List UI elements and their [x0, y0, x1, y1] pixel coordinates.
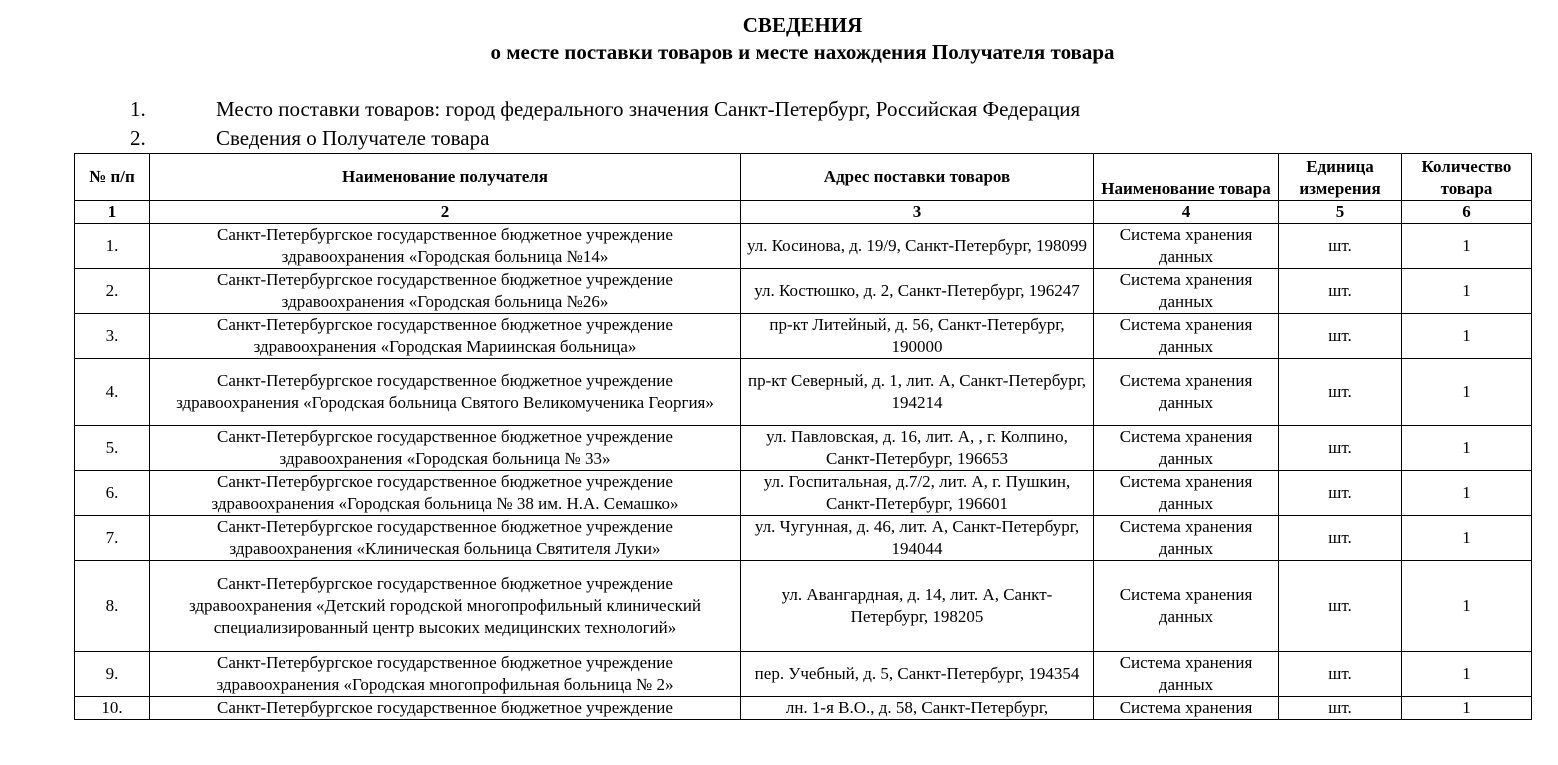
- unit-cell: шт.: [1279, 471, 1402, 516]
- quantity-cell: 1: [1402, 471, 1532, 516]
- address-cell: ул. Госпитальная, д.7/2, лит. А, г. Пушкин, Санкт-Петербург, 196601: [741, 471, 1094, 516]
- row-number-cell: 3.: [75, 314, 150, 359]
- table-row: [75, 697, 1532, 720]
- column-number-row: [75, 201, 1532, 224]
- quantity-cell: 1: [1402, 359, 1532, 426]
- product-cell: [1094, 697, 1279, 720]
- row-number-cell: 9.: [75, 652, 150, 697]
- column-number: 1: [75, 201, 150, 224]
- address-cell: ул. Авангардная, д. 14, лит. А, Санкт-Петербург, 198205: [741, 561, 1094, 652]
- table-row: [75, 426, 1532, 471]
- quantity-cell: [1402, 697, 1532, 720]
- product-cell: Система хранения данных: [1094, 314, 1279, 359]
- address-cell: пр-кт Северный, д. 1, лит. А, Санкт-Петербург, 194214: [741, 359, 1094, 426]
- row-number-cell: 5.: [75, 426, 150, 471]
- product-cell: Система хранения данных: [1094, 516, 1279, 561]
- column-number: 2: [150, 201, 741, 224]
- table-row: [75, 314, 1532, 359]
- address-cell: ул. Косинова, д. 19/9, Санкт-Петербург, 198099: [741, 224, 1094, 269]
- address-cell: ул. Павловская, д. 16, лит. А, , г. Колпино, Санкт-Петербург, 196653: [741, 426, 1094, 471]
- unit-cell: шт.: [1279, 561, 1402, 652]
- address-cell: ул. Чугунная, д. 46, лит. А, Санкт-Петербург, 194044: [741, 516, 1094, 561]
- column-header-quantity: Количество товара: [1402, 154, 1532, 201]
- row-number-cell: 1.: [75, 224, 150, 269]
- column-number: 6: [1402, 201, 1532, 224]
- table-row: [75, 224, 1532, 269]
- recipient-cell: Санкт-Петербургское государственное бюджетное учреждение здравоохранения «Городская больница №26»: [150, 269, 741, 314]
- quantity-text: 1: [1462, 698, 1471, 717]
- document-title: СВЕДЕНИЯ: [742, 13, 863, 37]
- recipient-text: Санкт-Петербургское государственное бюджетное учреждение: [217, 698, 673, 717]
- product-cell: Система хранения данных: [1094, 359, 1279, 426]
- unit-cell: шт.: [1279, 426, 1402, 471]
- row-number-cell: 6.: [75, 471, 150, 516]
- quantity-cell: 1: [1402, 224, 1532, 269]
- recipient-cell: Санкт-Петербургское государственное бюджетное учреждение здравоохранения «Городская Мариинская больница»: [150, 314, 741, 359]
- quantity-cell: 1: [1402, 561, 1532, 652]
- unit-cell: шт.: [1279, 314, 1402, 359]
- recipient-cell: Санкт-Петербургское государственное бюджетное учреждение здравоохранения «Городская больница № 33»: [150, 426, 741, 471]
- quantity-cell: 1: [1402, 269, 1532, 314]
- table-row: [75, 652, 1532, 697]
- row-number-cell: 2.: [75, 269, 150, 314]
- row-number-cell: [75, 697, 150, 720]
- table-row: [75, 516, 1532, 561]
- product-cell: Система хранения данных: [1094, 269, 1279, 314]
- row-number-text: 10.: [101, 698, 123, 717]
- quantity-cell: 1: [1402, 652, 1532, 697]
- column-header-number: № п/п: [75, 154, 150, 201]
- product-cell: Система хранения данных: [1094, 224, 1279, 269]
- table-header-row: [75, 154, 1532, 201]
- unit-cell: шт.: [1279, 359, 1402, 426]
- unit-cell: шт.: [1279, 652, 1402, 697]
- recipient-cell: Санкт-Петербургское государственное бюджетное учреждение здравоохранения «Городская больница Святого Великомученика Георгия»: [150, 359, 741, 426]
- recipient-cell: Санкт-Петербургское государственное бюджетное учреждение здравоохранения «Клиническая больница Святителя Луки»: [150, 516, 741, 561]
- recipient-cell: [150, 697, 741, 720]
- quantity-cell: 1: [1402, 426, 1532, 471]
- column-number: 4: [1094, 201, 1279, 224]
- list-item-number: 2.: [130, 126, 146, 150]
- address-cell: пр-кт Литейный, д. 56, Санкт-Петербург, 190000: [741, 314, 1094, 359]
- document-subtitle: о месте поставки товаров и месте нахождения Получателя товара: [490, 40, 1115, 64]
- unit-cell: шт.: [1279, 516, 1402, 561]
- recipient-cell: Санкт-Петербургское государственное бюджетное учреждение здравоохранения «Городская больница №14»: [150, 224, 741, 269]
- address-text: лн. 1-я В.О., д. 58, Санкт-Петербург,: [785, 698, 1049, 717]
- row-number-cell: 4.: [75, 359, 150, 426]
- recipient-cell: Санкт-Петербургское государственное бюджетное учреждение здравоохранения «Городская больница № 38 им. Н.А. Семашко»: [150, 471, 741, 516]
- row-number-cell: 7.: [75, 516, 150, 561]
- table-row: [75, 269, 1532, 314]
- recipient-cell: Санкт-Петербургское государственное бюджетное учреждение здравоохранения «Детский городской многопрофильный клинический специализированный центр высоких медицинских технологий»: [150, 561, 741, 652]
- quantity-cell: 1: [1402, 516, 1532, 561]
- unit-text: шт.: [1328, 698, 1352, 717]
- quantity-cell: 1: [1402, 314, 1532, 359]
- table-row: [75, 471, 1532, 516]
- recipient-cell: Санкт-Петербургское государственное бюджетное учреждение здравоохранения «Городская многопрофильная больница № 2»: [150, 652, 741, 697]
- product-cell: Система хранения данных: [1094, 652, 1279, 697]
- column-header-unit: Единица измерения: [1279, 154, 1402, 201]
- column-header-address: Адрес поставки товаров: [741, 154, 1094, 201]
- list-item-text: Сведения о Получателе товара: [216, 126, 490, 150]
- table-row: [75, 359, 1532, 426]
- table-row: [75, 561, 1532, 652]
- column-number: 5: [1279, 201, 1402, 224]
- column-number: 3: [741, 201, 1094, 224]
- product-cell: Система хранения данных: [1094, 426, 1279, 471]
- list-item-text: Место поставки товаров: город федерального значения Санкт-Петербург, Российская Федерация: [216, 97, 1081, 121]
- column-header-product: Наименование товара: [1094, 154, 1279, 201]
- address-cell: ул. Костюшко, д. 2, Санкт-Петербург, 196247: [741, 269, 1094, 314]
- unit-cell: шт.: [1279, 224, 1402, 269]
- list-item-number: 1.: [130, 97, 146, 121]
- row-number-cell: 8.: [75, 561, 150, 652]
- recipients-table: [74, 153, 1532, 720]
- product-cell: Система хранения данных: [1094, 561, 1279, 652]
- column-header-recipient: Наименование получателя: [150, 154, 741, 201]
- unit-cell: шт.: [1279, 269, 1402, 314]
- product-cell: Система хранения данных: [1094, 471, 1279, 516]
- product-text: Система хранения: [1119, 698, 1253, 717]
- unit-cell: [1279, 697, 1402, 720]
- address-cell: [741, 697, 1094, 720]
- address-cell: пер. Учебный, д. 5, Санкт-Петербург, 194354: [741, 652, 1094, 697]
